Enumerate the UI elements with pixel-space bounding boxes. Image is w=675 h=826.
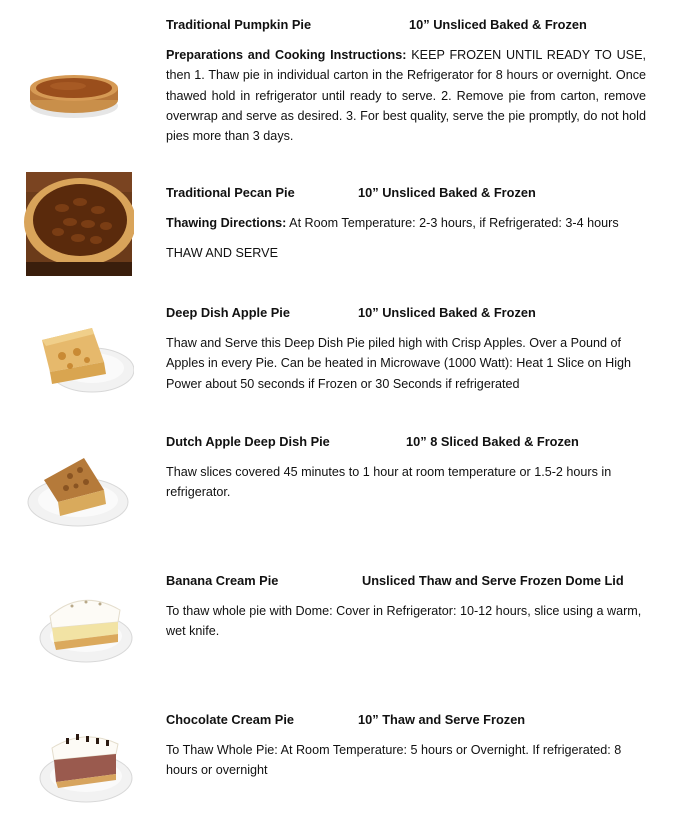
pie-instructions <box>166 213 646 233</box>
pie-spec: 10” Unsliced Baked & Frozen <box>409 17 587 32</box>
pie-spec: Unsliced Thaw and Serve Frozen Dome Lid <box>362 573 624 588</box>
pie-instructions: Thaw and Serve this Deep Dish Pie piled high with Crisp Apples. Over a Pound of Apples in every Pie. Can be heated in Microwave (1000 Watt): Heat 1 Slice on High Power about 50 seconds if Frozen or 30 Seconds if refrigerated <box>166 336 632 391</box>
pie-instructions <box>166 45 646 146</box>
pie-title-row <box>166 17 587 33</box>
instructions-label: Preparations and Cooking Instructions: <box>166 48 407 62</box>
instructions-label: Thawing Directions: <box>166 216 287 230</box>
pie-spec: 10” Thaw and Serve Frozen <box>358 712 526 727</box>
pie-name: Dutch Apple Deep Dish Pie <box>166 434 330 449</box>
apple-pie-slice-image <box>22 300 134 410</box>
pie-spec: 10” Unsliced Baked & Frozen <box>358 305 536 320</box>
pie-title-row <box>166 573 624 589</box>
instructions-text: KEEP FROZEN UNTIL READY TO USE, then 1. Thaw pie in individual carton in the Refrigerator for 8 hours or overnight. Once thawed hold in refrigerator until ready to serve. 2. Remove pie from carton, remove overwrap and serve as desired. 3. For best quality, serve the pie promptly, do not hold pies more than 3 days. <box>166 48 646 144</box>
pie-name: Banana Cream Pie <box>166 573 279 588</box>
banana-cream-pie-slice-image <box>22 580 134 690</box>
dutch-apple-pie-slice-image <box>22 440 134 550</box>
thaw-and-serve-note: THAW AND SERVE <box>166 246 278 260</box>
pie-name: Chocolate Cream Pie <box>166 712 295 727</box>
pie-name: Traditional Pecan Pie <box>166 185 295 200</box>
pumpkin-pie-image <box>22 22 134 132</box>
pie-title-row <box>166 305 536 321</box>
pie-instructions: To Thaw Whole Pie: At Room Temperature: 5 hours or Overnight. If refrigerated: 8 hours or overnight <box>166 743 622 778</box>
pie-name: Deep Dish Apple Pie <box>166 305 290 320</box>
pie-title-row <box>166 434 579 450</box>
pie-title-row <box>166 712 526 728</box>
pecan-pie-image <box>22 170 134 280</box>
instructions-text: At Room Temperature: 2-3 hours, if Refrigerated: 3-4 hours <box>286 216 619 230</box>
pie-title-row <box>166 185 536 201</box>
pie-name: Traditional Pumpkin Pie <box>166 17 312 32</box>
chocolate-cream-pie-slice-image <box>22 714 134 824</box>
pie-spec: 10” 8 Sliced Baked & Frozen <box>406 434 579 449</box>
pie-instructions: To thaw whole pie with Dome: Cover in Refrigerator: 10-12 hours, slice using a warm, wet knife. <box>166 604 642 639</box>
pie-spec: 10” Unsliced Baked & Frozen <box>358 185 536 200</box>
pie-instructions: Thaw slices covered 45 minutes to 1 hour at room temperature or 1.5-2 hours in refrigerator. <box>166 465 612 500</box>
